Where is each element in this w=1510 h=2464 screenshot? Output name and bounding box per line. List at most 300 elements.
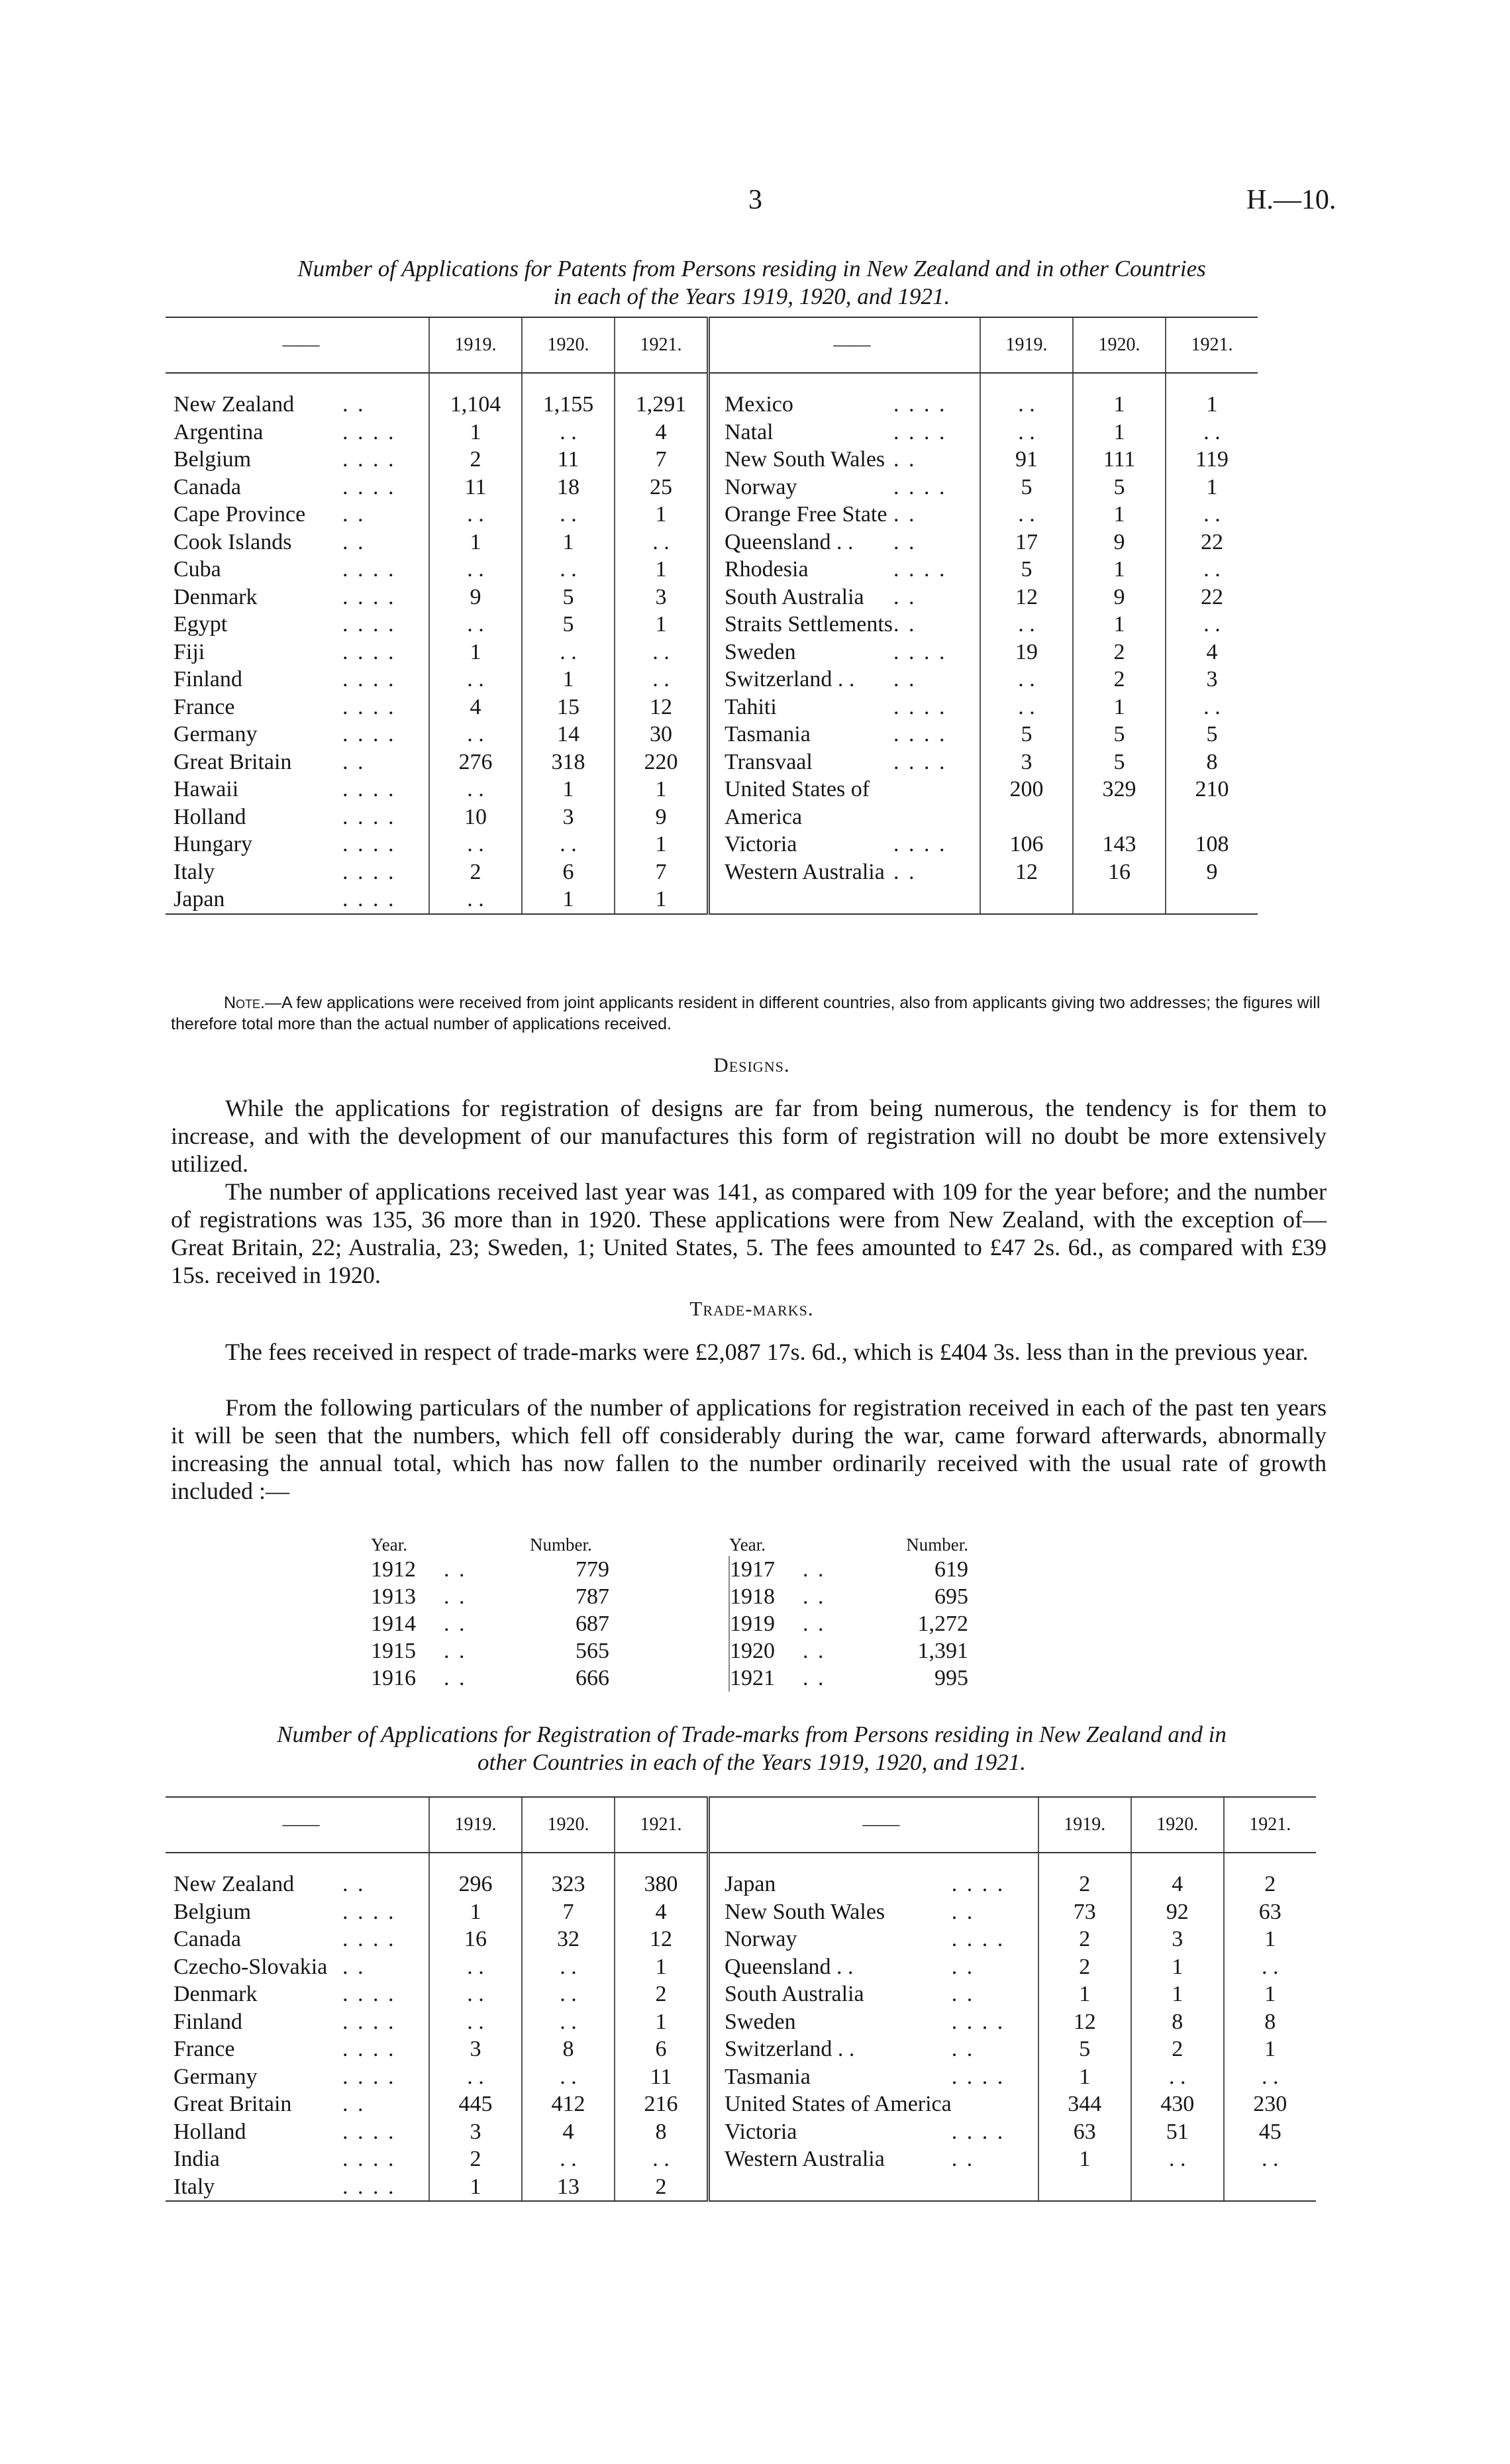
value-1920: [1073, 803, 1166, 831]
value-1919: . .: [980, 501, 1073, 529]
leader-dots: . . . .: [342, 639, 396, 664]
year-value: 1912: [371, 1557, 416, 1582]
value-1921: 119: [1166, 446, 1258, 474]
value-1921: 1: [1224, 1925, 1316, 1953]
value-1921: . .: [1166, 501, 1258, 529]
leader-dots: . . . .: [342, 832, 396, 856]
country-name: Great Britain: [174, 2092, 292, 2116]
value-1920: 15: [522, 693, 615, 721]
country-name: Cape Province: [174, 502, 306, 527]
value-1919: 3: [429, 2035, 522, 2063]
value-1921: . .: [1224, 2063, 1316, 2091]
value-1921: [1224, 2173, 1316, 2202]
caption-line: in each of the Years 1919, 1920, and 1921.: [553, 283, 950, 309]
column-header-1919: 1919.: [980, 317, 1073, 373]
table-row: [166, 886, 1258, 914]
column-divider: [709, 721, 725, 748]
table-row: [166, 474, 1258, 501]
leader-dots: . .: [803, 1666, 826, 1690]
leader-dots: . .: [444, 1557, 467, 1582]
leader-dots: . . . .: [342, 2119, 396, 2144]
column-header-1919: 1919.: [1038, 1797, 1131, 1853]
blank-column-header: ——: [725, 1797, 1038, 1853]
value-1920: 5: [1073, 474, 1166, 501]
value-1919: 106: [980, 831, 1073, 858]
value-1921: . .: [615, 639, 709, 666]
value-1919: 1: [429, 1898, 522, 1926]
value-1919: 1: [429, 419, 522, 446]
column-header-1921: 1921.: [615, 317, 709, 373]
value-1921: 2: [615, 2173, 709, 2202]
row-spacer: [166, 2118, 174, 2146]
leader-dots: [952, 2090, 1038, 2118]
row-spacer: [166, 721, 174, 748]
value-1919: 445: [429, 2090, 522, 2118]
leader-dots: . .: [951, 1899, 975, 1924]
table-row: [166, 2008, 1316, 2036]
value-1921: 22: [1166, 529, 1258, 556]
patents-note: [171, 992, 1336, 1035]
value-1920: . .: [522, 501, 615, 529]
leader-dots: . . . .: [342, 2009, 396, 2034]
leader-dots: . .: [444, 1666, 467, 1690]
blank-column-header: ——: [174, 1797, 429, 1853]
leader-dots: . . . .: [893, 419, 947, 444]
value-1920: 13: [522, 2173, 615, 2202]
year-header: Year.: [729, 1534, 766, 1555]
leader-dots: . . . .: [342, 722, 396, 746]
row-spacer: [166, 2035, 174, 2063]
leader-dots: . . . .: [893, 557, 947, 582]
value-1919: 3: [980, 748, 1073, 776]
table-row: [166, 1980, 1316, 2008]
leader-dots: . . . .: [342, 2147, 396, 2171]
country-name: Switzerland . .: [725, 667, 855, 692]
leader-dots: . . . .: [893, 392, 947, 417]
leader-dots: [893, 886, 980, 914]
value-1921: 2: [1224, 1871, 1316, 1898]
value-1921: 8: [1166, 748, 1258, 776]
value-1920: 430: [1131, 2090, 1224, 2118]
value-1921: 8: [1224, 2008, 1316, 2036]
trademarks-heading: Trade-marks.: [689, 1297, 814, 1320]
country-name: Switzerland . .: [725, 2037, 855, 2061]
table-row: [166, 693, 1258, 721]
year-row: [371, 1610, 968, 1637]
value-1919: 12: [980, 584, 1073, 611]
leader-dots: . . . .: [342, 859, 396, 884]
value-1919: . .: [429, 831, 522, 858]
value-1920: . .: [522, 556, 615, 584]
caption-line: Number of Applications for Registration of Trade-marks from Persons residing in New Zealand and in: [277, 1721, 1227, 1747]
column-divider: [709, 2008, 725, 2036]
column-divider: [709, 2090, 725, 2118]
value-1921: . .: [615, 529, 709, 556]
row-spacer: [166, 2090, 174, 2118]
table-row: [166, 2173, 1316, 2202]
year-value: 1917: [730, 1557, 775, 1582]
value-1921: 1: [615, 2008, 709, 2036]
table-row: [166, 721, 1258, 748]
leader-dots: [952, 2173, 1038, 2202]
value-1921: . .: [1166, 556, 1258, 584]
country-name: South Australia: [725, 1982, 864, 2006]
blank-column-header: ——: [174, 317, 429, 373]
row-spacer: [166, 1871, 174, 1898]
number-value: 779: [576, 1557, 609, 1582]
table-row: [166, 666, 1258, 693]
column-divider: [709, 419, 725, 446]
country-name: America: [725, 804, 803, 829]
column-divider: [709, 611, 725, 639]
table-header-row: [166, 317, 1258, 373]
country-name: South Australia: [725, 584, 864, 609]
row-spacer: [166, 776, 174, 803]
column-gap: [609, 1610, 729, 1637]
value-1921: 380: [615, 1871, 709, 1898]
country-name: [725, 886, 893, 914]
value-1919: 1: [1038, 2145, 1131, 2173]
value-1919: 4: [429, 693, 522, 721]
column-header-1920: 1920.: [1131, 1797, 1224, 1853]
column-gap: [609, 1665, 729, 1692]
row-spacer: [166, 419, 174, 446]
leader-dots: . .: [342, 2092, 366, 2116]
column-divider: [709, 2145, 725, 2173]
year-value: 1916: [371, 1666, 416, 1690]
country-name: Egypt: [174, 612, 228, 637]
country-name: United States of America: [725, 2092, 952, 2116]
table-row: [166, 831, 1258, 858]
table-row: [166, 858, 1258, 886]
row-spacer: [166, 2145, 174, 2173]
year-value: 1914: [371, 1612, 416, 1636]
leader-dots: . .: [444, 1639, 467, 1663]
value-1921: 12: [615, 693, 709, 721]
value-1921: 1: [1166, 391, 1258, 419]
leader-dots: . . . .: [342, 777, 396, 801]
country-name: Victoria: [725, 2119, 797, 2144]
country-name: Italy: [174, 2173, 342, 2202]
country-name: Natal: [725, 419, 774, 444]
country-name: Holland: [174, 804, 246, 829]
leader-dots: . .: [342, 749, 366, 774]
country-name: New South Wales: [725, 1899, 885, 1924]
value-1920: 7: [522, 1898, 615, 1926]
leader-dots: . . . .: [342, 1899, 396, 1924]
row-spacer: [166, 446, 174, 474]
column-header-1920: 1920.: [522, 1797, 615, 1853]
value-1919: 16: [429, 1925, 522, 1953]
value-1919: 17: [980, 529, 1073, 556]
value-1921: 4: [1166, 639, 1258, 666]
column-gap: [609, 1637, 729, 1665]
value-1921: 1: [615, 886, 709, 914]
value-1919: 2: [1038, 1925, 1131, 1953]
leader-dots: . . . .: [893, 832, 947, 856]
table-row: [166, 2118, 1316, 2146]
country-name: India: [174, 2147, 220, 2171]
value-1919: . .: [980, 693, 1073, 721]
value-1919: . .: [429, 501, 522, 529]
trademarks-paragraph: The fees received in respect of trade-marks were £2,087 17s. 6d., which is £404 3s. less than in the previous year.: [225, 1339, 1309, 1365]
country-name: Germany: [174, 722, 258, 746]
leader-dots: . . . .: [951, 2064, 1005, 2089]
country-name: Norway: [725, 474, 797, 499]
value-1921: 1: [615, 611, 709, 639]
country-name: Tahiti: [725, 694, 777, 719]
value-1920: 323: [522, 1871, 615, 1898]
value-1919: 5: [980, 556, 1073, 584]
value-1921: 1: [1224, 1980, 1316, 2008]
value-1919: 5: [980, 721, 1073, 748]
designs-heading: Designs.: [713, 1053, 790, 1076]
table-row: [166, 776, 1258, 803]
value-1920: 1: [1073, 556, 1166, 584]
leader-dots: . .: [893, 502, 917, 527]
value-1921: [1166, 886, 1258, 914]
leader-dots: . .: [342, 1872, 366, 1896]
country-name: Great Britain: [174, 749, 292, 774]
column-divider: [709, 1925, 725, 1953]
leader-dots: . . . .: [342, 612, 396, 637]
row-spacer: [166, 474, 174, 501]
leader-dots: . .: [893, 667, 917, 692]
value-1920: 1: [522, 529, 615, 556]
column-divider: [709, 1953, 725, 1981]
country-name: Argentina: [174, 419, 264, 444]
value-1919: 2: [1038, 1953, 1131, 1981]
designs-paragraph: While the applications for registration of designs are far from being numerous, the tendency is for them to increase, and with the development of our manufactures this form of registration will no doubt be more extensively utilized.: [171, 1095, 1327, 1177]
country-name: Czecho-Slovakia: [174, 1954, 328, 1979]
value-1921: 1: [615, 556, 709, 584]
value-1921: 12: [615, 1925, 709, 1953]
value-1920: 2: [1073, 666, 1166, 693]
value-1920: . .: [522, 831, 615, 858]
country-name: Sweden: [725, 2009, 796, 2034]
row-spacer: [166, 2173, 174, 2202]
leader-dots: . .: [444, 1612, 467, 1636]
value-1919: 91: [980, 446, 1073, 474]
row-spacer: [166, 1898, 174, 1926]
value-1920: 5: [522, 584, 615, 611]
row-spacer: [166, 693, 174, 721]
value-1920: 18: [522, 474, 615, 501]
year-row: [371, 1583, 968, 1610]
country-name: Straits Settlements: [725, 612, 893, 637]
value-1919: 2: [429, 2145, 522, 2173]
value-1921: . .: [1166, 611, 1258, 639]
leader-dots: . .: [803, 1639, 826, 1663]
table-row: [166, 2035, 1316, 2063]
value-1919: 1: [1038, 2063, 1131, 2091]
row-spacer: [166, 886, 174, 914]
column-divider: [709, 776, 725, 803]
value-1920: 2: [1073, 639, 1166, 666]
column-divider: [709, 529, 725, 556]
value-1920: 9: [1073, 529, 1166, 556]
value-1920: 5: [1073, 721, 1166, 748]
row-spacer: [166, 639, 174, 666]
row-spacer: [166, 2063, 174, 2091]
row-spacer: [166, 391, 174, 419]
number-value: 687: [576, 1612, 609, 1636]
value-1921: 63: [1224, 1898, 1316, 1926]
value-1920: 1,155: [522, 391, 615, 419]
value-1919: 12: [980, 858, 1073, 886]
leader-dots: . .: [893, 529, 917, 554]
value-1921: 3: [1166, 666, 1258, 693]
table-row: [166, 2063, 1316, 2091]
table-row: [166, 2090, 1316, 2118]
value-1919: [980, 886, 1073, 914]
value-1920: 143: [1073, 831, 1166, 858]
leader-dots: . . . .: [342, 804, 396, 829]
value-1919: 10: [429, 803, 522, 831]
leader-dots: . .: [951, 1982, 975, 2006]
value-1920: 1: [1073, 611, 1166, 639]
value-1921: 4: [615, 419, 709, 446]
value-1919: 1: [1038, 1980, 1131, 2008]
value-1921: 1: [615, 1953, 709, 1981]
value-1921: 108: [1166, 831, 1258, 858]
value-1921: 22: [1166, 584, 1258, 611]
leader-dots: . .: [342, 392, 366, 417]
column-header-1921: 1921.: [1166, 317, 1258, 373]
year-row: [371, 1665, 968, 1692]
year-value: 1919: [730, 1612, 775, 1636]
table-row: [166, 1871, 1316, 1898]
value-1920: . .: [522, 1980, 615, 2008]
leader-dots: . .: [893, 612, 917, 637]
year-value: 1921: [730, 1666, 775, 1690]
column-divider: [709, 803, 725, 831]
row-spacer: [166, 831, 174, 858]
value-1921: 1,291: [615, 391, 709, 419]
trademarks-table-caption: [166, 1721, 1338, 1776]
number-header: Number.: [530, 1534, 592, 1555]
column-divider: [709, 2173, 725, 2202]
column-header-1919: 1919.: [429, 1797, 522, 1853]
value-1920: 8: [1131, 2008, 1224, 2036]
value-1921: 1: [1224, 2035, 1316, 2063]
column-divider: [709, 748, 725, 776]
country-name: New Zealand: [174, 392, 295, 417]
country-name: France: [174, 694, 235, 719]
value-1920: 6: [522, 858, 615, 886]
row-spacer: [166, 529, 174, 556]
value-1921: 230: [1224, 2090, 1316, 2118]
value-1921: . .: [615, 2145, 709, 2173]
value-1919: 9: [429, 584, 522, 611]
value-1920: . .: [522, 639, 615, 666]
value-1921: 5: [1166, 721, 1258, 748]
value-1919: 5: [1038, 2035, 1131, 2063]
value-1921: 2: [615, 1980, 709, 2008]
value-1919: 2: [429, 858, 522, 886]
leader-dots: . . . .: [342, 2173, 429, 2202]
trademarks-paragraph: From the following particulars of the number of applications for registration received in each of the past ten years it will be seen that the numbers, which fell off considerably during the war, came forward afterwards, abnormally increasing the annual total, which has now fallen to the number ordinarily received with the usual rate of growth included :—: [171, 1394, 1327, 1504]
value-1921: 220: [615, 748, 709, 776]
year-value: 1920: [730, 1639, 775, 1663]
note-label: Note.: [224, 994, 266, 1012]
leader-dots: . . . .: [342, 667, 396, 692]
number-value: 1,272: [917, 1612, 968, 1636]
year-row: [371, 1637, 968, 1665]
row-spacer: [166, 803, 174, 831]
value-1919: 296: [429, 1871, 522, 1898]
row-spacer: [166, 666, 174, 693]
value-1919: . .: [429, 611, 522, 639]
value-1920: 5: [1073, 748, 1166, 776]
leader-dots: . .: [342, 1954, 366, 1979]
value-1920: 9: [1073, 584, 1166, 611]
year-row: [371, 1556, 968, 1583]
country-name: [725, 2173, 952, 2202]
column-divider: [709, 693, 725, 721]
value-1921: 4: [615, 1898, 709, 1926]
leader-dots: . .: [893, 859, 917, 884]
country-name: Victoria: [725, 832, 797, 856]
country-name: Japan: [725, 1872, 776, 1896]
value-1920: . .: [522, 2145, 615, 2173]
value-1921: . .: [615, 666, 709, 693]
leader-dots: . .: [951, 1954, 975, 1979]
year-value: 1918: [730, 1584, 775, 1609]
country-name: Tasmania: [725, 2064, 811, 2089]
table-row: [166, 2145, 1316, 2173]
column-divider: [709, 2118, 725, 2146]
leader-dots: . . . .: [342, 886, 429, 914]
value-1919: 1: [429, 529, 522, 556]
number-value: 995: [934, 1666, 968, 1690]
country-name: New Zealand: [174, 1872, 295, 1896]
caption-line: other Countries in each of the Years 1919, 1920, and 1921.: [477, 1749, 1026, 1775]
patents-table-caption: [166, 255, 1338, 311]
value-1919: . .: [429, 721, 522, 748]
leader-dots: . .: [803, 1612, 826, 1636]
value-1920: 1: [522, 776, 615, 803]
column-divider: [709, 391, 725, 419]
leader-dots: [893, 776, 980, 803]
table-header-row: [166, 1797, 1316, 1853]
year-value: 1915: [371, 1639, 416, 1663]
leader-dots: . . . .: [342, 584, 396, 609]
country-name: Rhodesia: [725, 557, 809, 582]
row-spacer: [166, 2008, 174, 2036]
leader-dots: . . . .: [342, 2037, 396, 2061]
country-name: Finland: [174, 2009, 242, 2034]
country-name: Germany: [174, 2064, 258, 2089]
value-1921: 8: [615, 2118, 709, 2146]
value-1919: . .: [980, 391, 1073, 419]
country-name: Italy: [174, 859, 215, 884]
value-1919: 12: [1038, 2008, 1131, 2036]
country-name: Holland: [174, 2119, 246, 2144]
value-1921: . .: [1166, 693, 1258, 721]
value-1919: . .: [980, 666, 1073, 693]
value-1919: 1: [429, 2173, 522, 2202]
leader-dots: . . . .: [893, 474, 947, 499]
number-value: 695: [934, 1584, 968, 1609]
leader-dots: . . . .: [342, 1927, 396, 1951]
value-1919: [1038, 2173, 1131, 2202]
table-row: [166, 1953, 1316, 1981]
value-1920: 412: [522, 2090, 615, 2118]
column-divider: [709, 666, 725, 693]
value-1919: . .: [429, 2008, 522, 2036]
value-1921: 30: [615, 721, 709, 748]
